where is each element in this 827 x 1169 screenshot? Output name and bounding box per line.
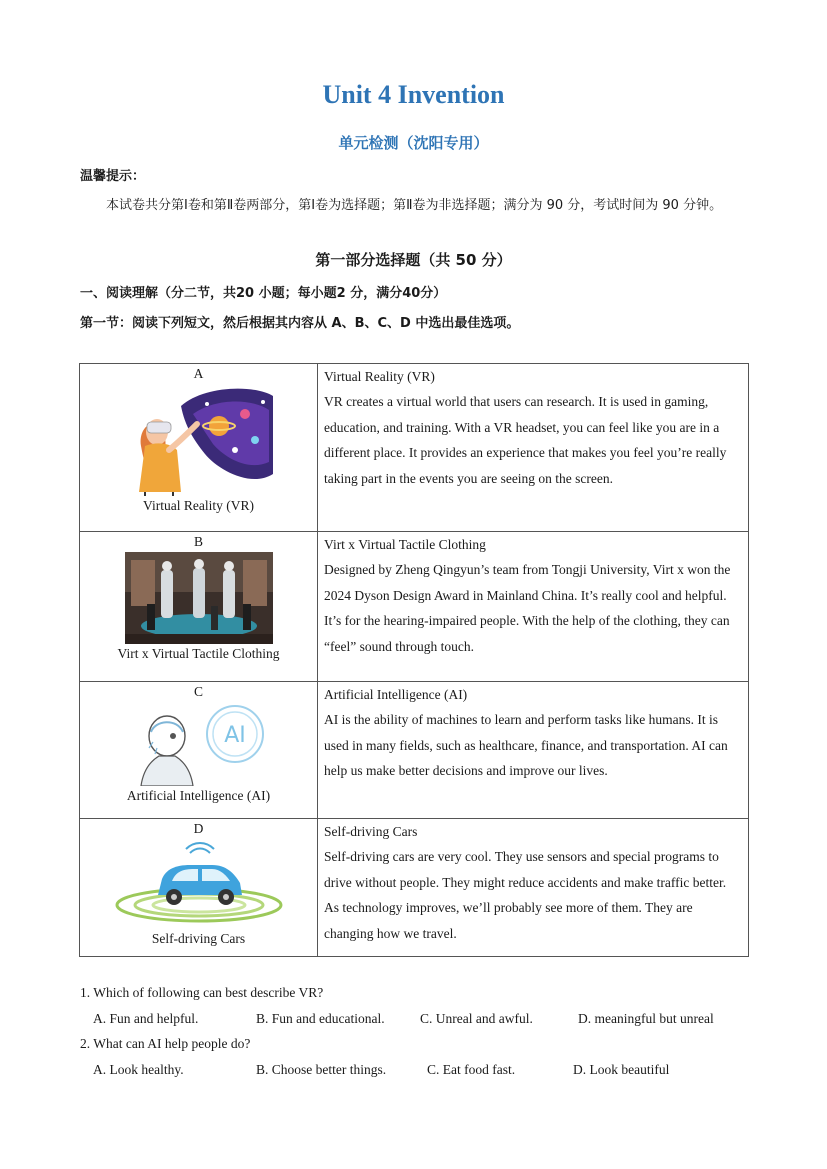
item-title: Artificial Intelligence (AI) — [324, 687, 468, 702]
self-driving-car-illustration — [114, 839, 284, 929]
option-b[interactable]: B. Fun and educational. — [256, 1010, 385, 1026]
item-image-cell — [80, 682, 318, 819]
item-text-cell — [318, 682, 749, 819]
document-title: Unit 4 Invention — [322, 80, 505, 109]
item-caption: Artificial Intelligence (AI) — [126, 788, 271, 803]
item-image-cell — [80, 364, 318, 532]
table-row — [80, 682, 749, 819]
item-title: Self-driving Cars — [324, 824, 418, 839]
item-letter: B — [193, 534, 203, 549]
part-heading: 第一部分选择题（共 50 分） — [315, 251, 512, 269]
option-b[interactable]: B. Choose better things. — [256, 1061, 387, 1077]
option-c[interactable]: C. Eat food fast. — [427, 1061, 516, 1077]
tips-text: 本试卷共分第Ⅰ卷和第Ⅱ卷两部分，第Ⅰ卷为选择题；第Ⅱ卷为非选择题；满分为 90 分，考试时间为 90 分钟。 — [106, 198, 723, 213]
tips-label: 温馨提示： — [80, 169, 146, 184]
question-options — [80, 1006, 750, 1032]
option-d[interactable]: D. Look beautiful — [573, 1061, 670, 1077]
item-text-cell — [318, 819, 749, 957]
option-a[interactable]: A. Fun and helpful. — [93, 1010, 199, 1026]
option-c[interactable]: C. Unreal and awful. — [420, 1010, 533, 1026]
ai-robot-illustration — [129, 702, 269, 786]
item-body: AI is the ability of machines to learn and perform tasks like humans. It is used in many fields, such as healthcare, finance, and transportation. AI can help us make better decisions and improve our lives. — [324, 712, 728, 779]
option-d[interactable]: D. meaningful but unreal — [578, 1010, 714, 1026]
item-body: Designed by Zheng Qingyun’s team from Tongji University, Virt x won the 2024 Dyson Design Award in Mainland China. It’s really cool and helpful. It’s for the hearing-impaired people. With the help of the clothing, they can “feel” sound through touch. — [324, 562, 731, 654]
table-row — [80, 532, 749, 682]
question-stem: 1. Which of following can best describe VR? — [80, 985, 324, 1000]
item-letter: D — [193, 821, 204, 836]
table-row — [80, 364, 749, 532]
questions-block — [80, 980, 750, 1082]
item-image-cell — [80, 532, 318, 682]
document-subtitle: 单元检测（沈阳专用） — [338, 134, 489, 152]
table-row — [80, 819, 749, 957]
vr-girl-illustration — [123, 384, 275, 496]
item-text-cell — [318, 532, 749, 682]
section-instruction: 第一节：阅读下列短文，然后根据其内容从 A、B、C、D 中选出最佳选项。 — [80, 316, 520, 331]
item-text-cell — [318, 364, 749, 532]
option-a[interactable]: A. Look healthy. — [93, 1061, 184, 1077]
item-image-cell — [80, 819, 318, 957]
question-stem: 2. What can AI help people do? — [80, 1036, 251, 1051]
item-letter: A — [193, 366, 204, 381]
reading-table — [79, 363, 749, 957]
item-body: VR creates a virtual world that users can research. It is used in gaming, education, and training. With a VR headset, you can feel like you are in a different place. It provides an experience that makes you feel you’re really taking part in the events you are seeing on the screen. — [324, 394, 727, 486]
item-body: Self-driving cars are very cool. They use sensors and special programs to drive without people. They might reduce accidents and make traffic better. As technology improves, we’ll probably see more of them. They are changing how we travel. — [324, 849, 727, 941]
item-caption: Virtual Reality (VR) — [143, 498, 254, 513]
svg-text:AI: AI — [223, 723, 246, 748]
item-title: Virtual Reality (VR) — [324, 369, 435, 384]
item-caption: Virt x Virtual Tactile Clothing — [117, 646, 280, 661]
item-letter: C — [193, 684, 203, 699]
item-caption: Self-driving Cars — [151, 931, 246, 946]
section-heading: 一、阅读理解（分二节，共20 小题；每小题2 分，满分40分） — [80, 286, 447, 301]
item-title: Virt x Virtual Tactile Clothing — [324, 537, 486, 552]
question-options — [80, 1057, 750, 1083]
tactile-clothing-photo — [125, 552, 273, 644]
